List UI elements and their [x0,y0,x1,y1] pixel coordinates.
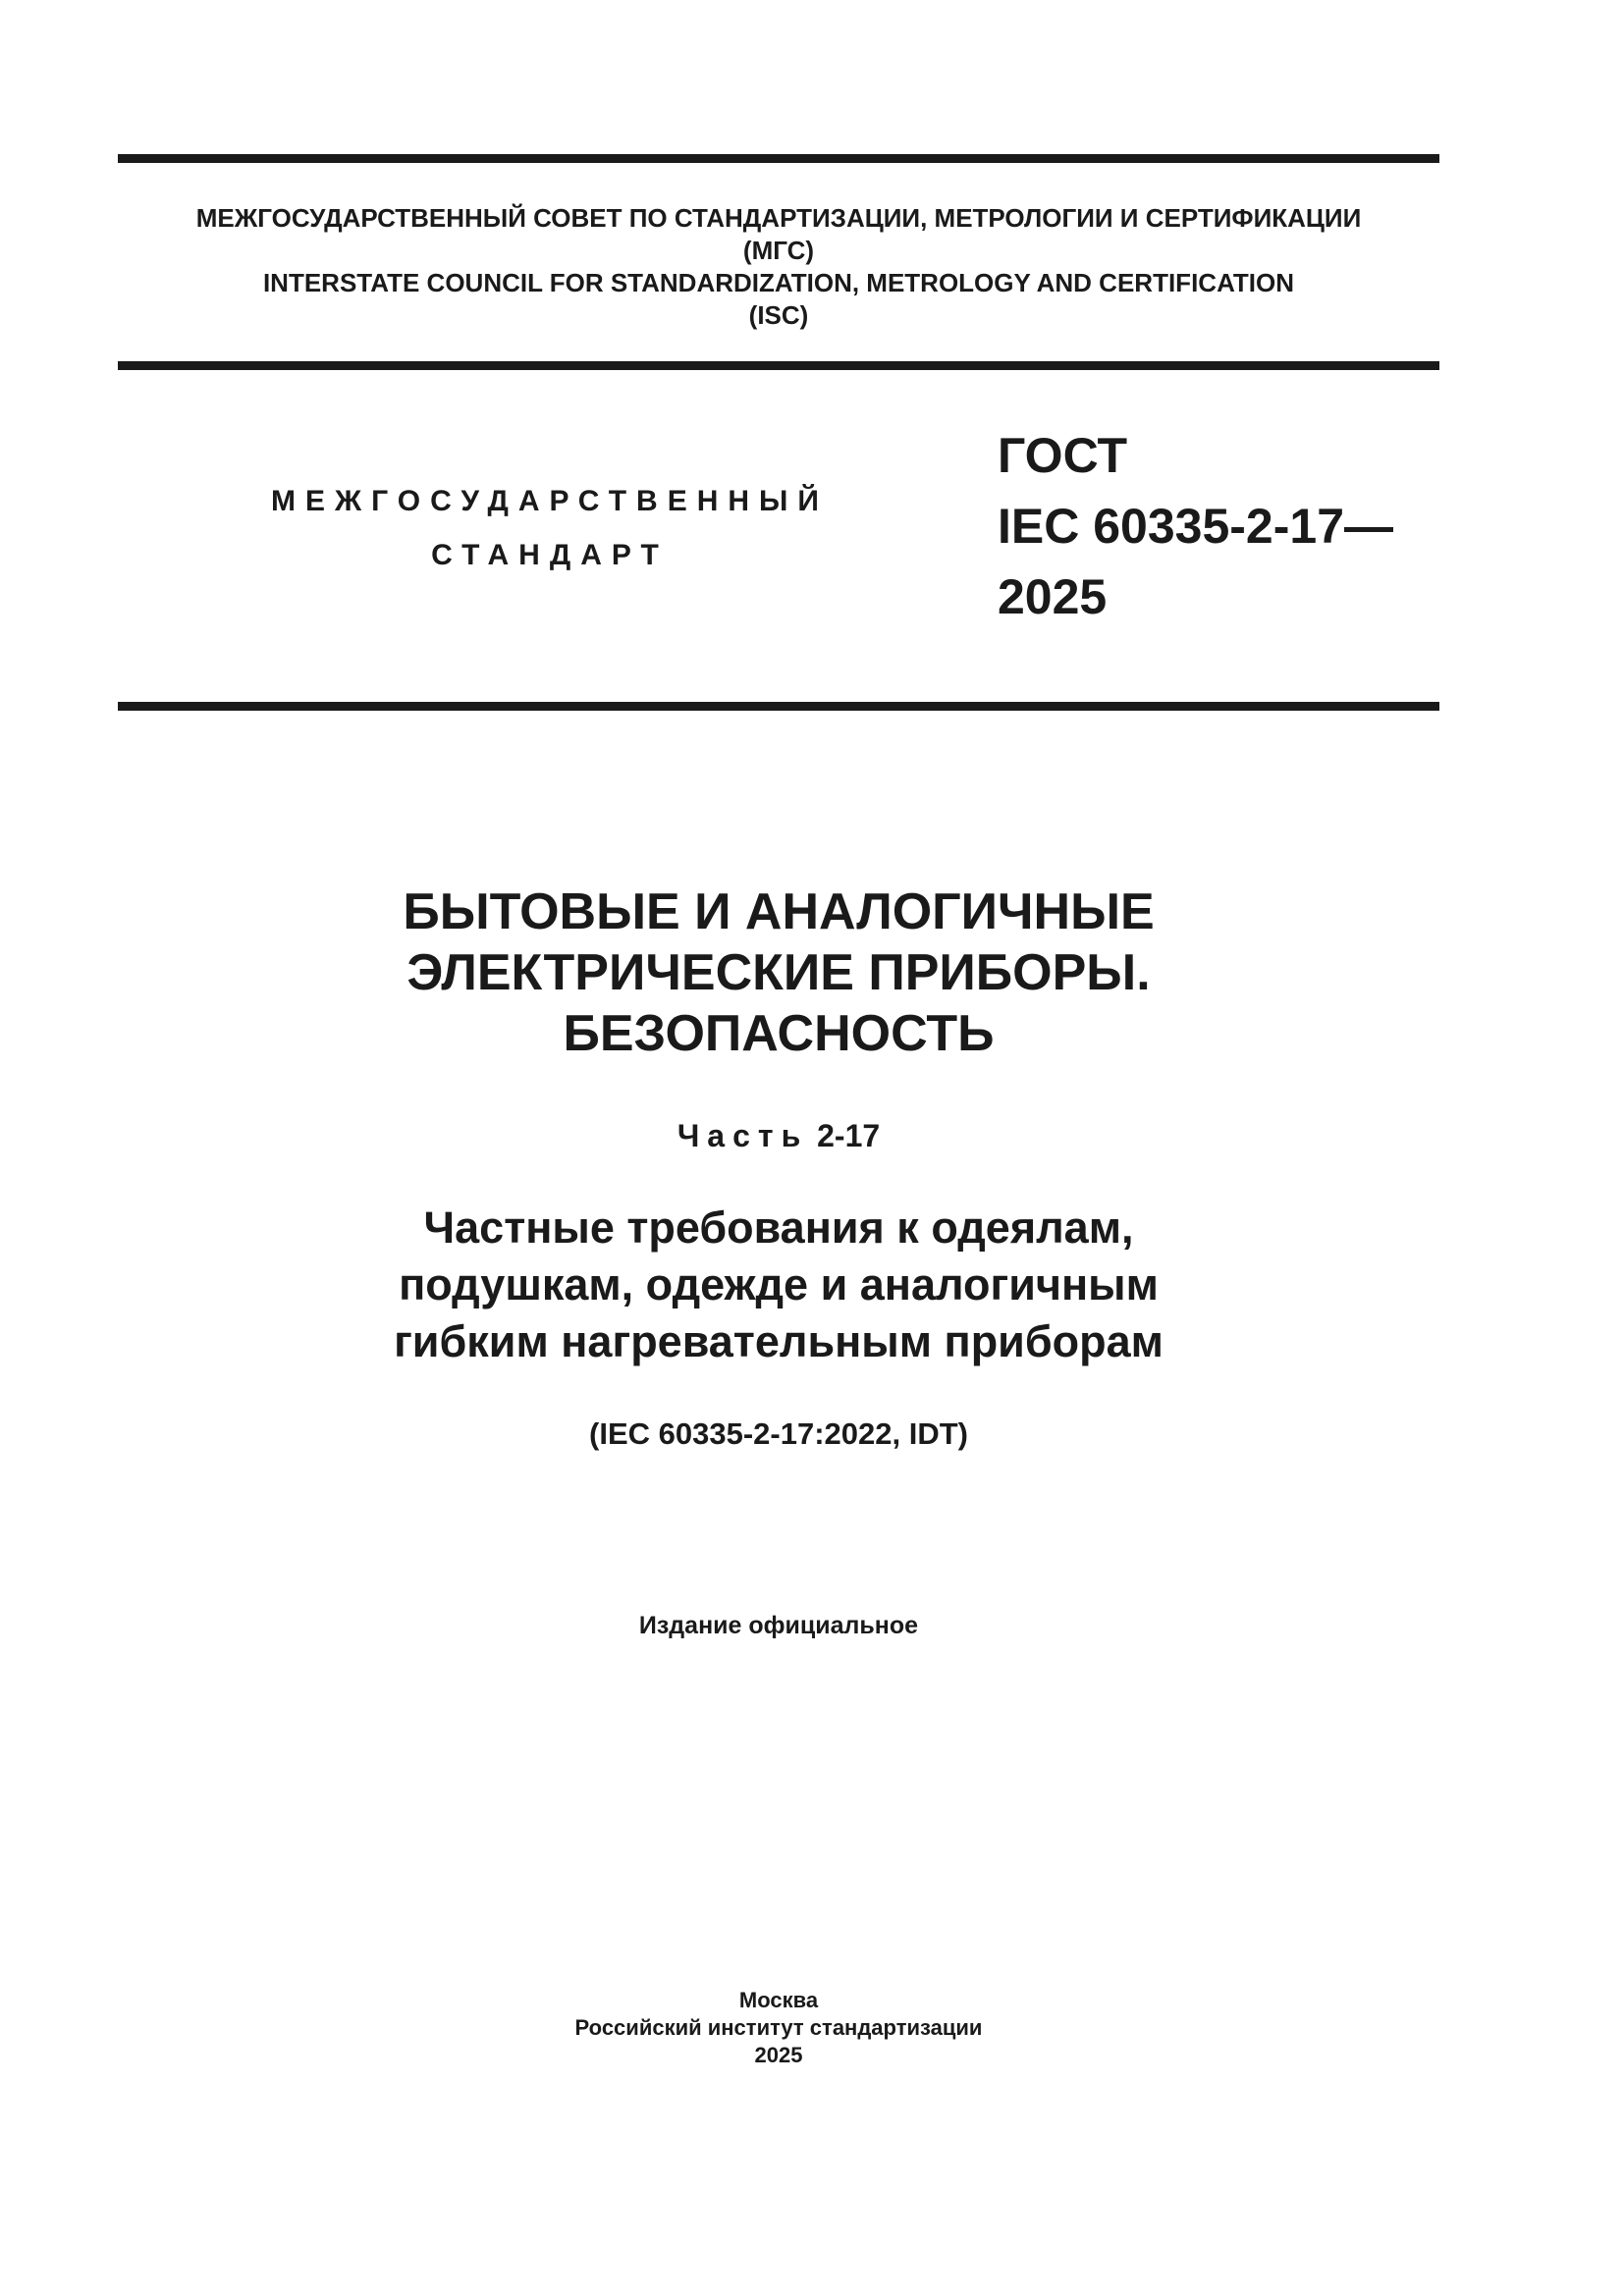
title-line3: БЕЗОПАСНОСТЬ [563,1005,995,1062]
council-abbr-ru: (МГС) [742,236,815,265]
subtitle-line2: подушкам, одежде и аналогичным [399,1259,1159,1309]
standard-designation [998,420,1393,632]
title-line1: БЫТОВЫЕ И АНАЛОГИЧНЫЕ [403,883,1155,940]
publisher-institute: Российский институт стандартизации [574,2015,983,2040]
standard-type-line2: СТАНДАРТ [431,539,669,571]
standard-id-line1: ГОСТ [998,428,1127,483]
standard-type [236,474,864,582]
council-name-ru: МЕЖГОСУДАРСТВЕННЫЙ СОВЕТ ПО СТАНДАРТИЗАЦИИ, МЕТРОЛОГИИ И СЕРТИФИКАЦИИ [195,203,1362,233]
publisher-block [118,1987,1439,2069]
council-abbr-en: (ISC) [748,300,809,330]
top-rule [118,154,1439,163]
header-divider [118,361,1439,370]
part-word: Часть [677,1118,809,1153]
part-number: 2-17 [817,1118,881,1153]
standard-id-line2: IEC 60335-2-17— [998,499,1394,554]
iec-reference: (IEC 60335-2-17:2022, IDT) [589,1416,968,1451]
council-header [118,202,1439,332]
standard-id-line3: 2025 [998,569,1108,624]
part-label [118,1116,1439,1155]
council-name-en: INTERSTATE COUNCIL FOR STANDARDIZATION, METROLOGY AND CERTIFICATION [262,268,1295,297]
document-title [118,881,1439,1064]
designation-divider [118,702,1439,711]
subtitle-line3: гибким нагревательным приборам [394,1316,1164,1366]
publisher-city: Москва [738,1988,819,2012]
subtitle-line1: Частные требования к одеялам, [423,1202,1134,1253]
document-subtitle [118,1200,1439,1370]
standard-type-line1: МЕЖГОСУДАРСТВЕННЫЙ [271,485,829,517]
publisher-year: 2025 [754,2043,803,2067]
edition-note: Издание официальное [638,1612,919,1639]
title-line2: ЭЛЕКТРИЧЕСКИЕ ПРИБОРЫ. [406,944,1151,1001]
